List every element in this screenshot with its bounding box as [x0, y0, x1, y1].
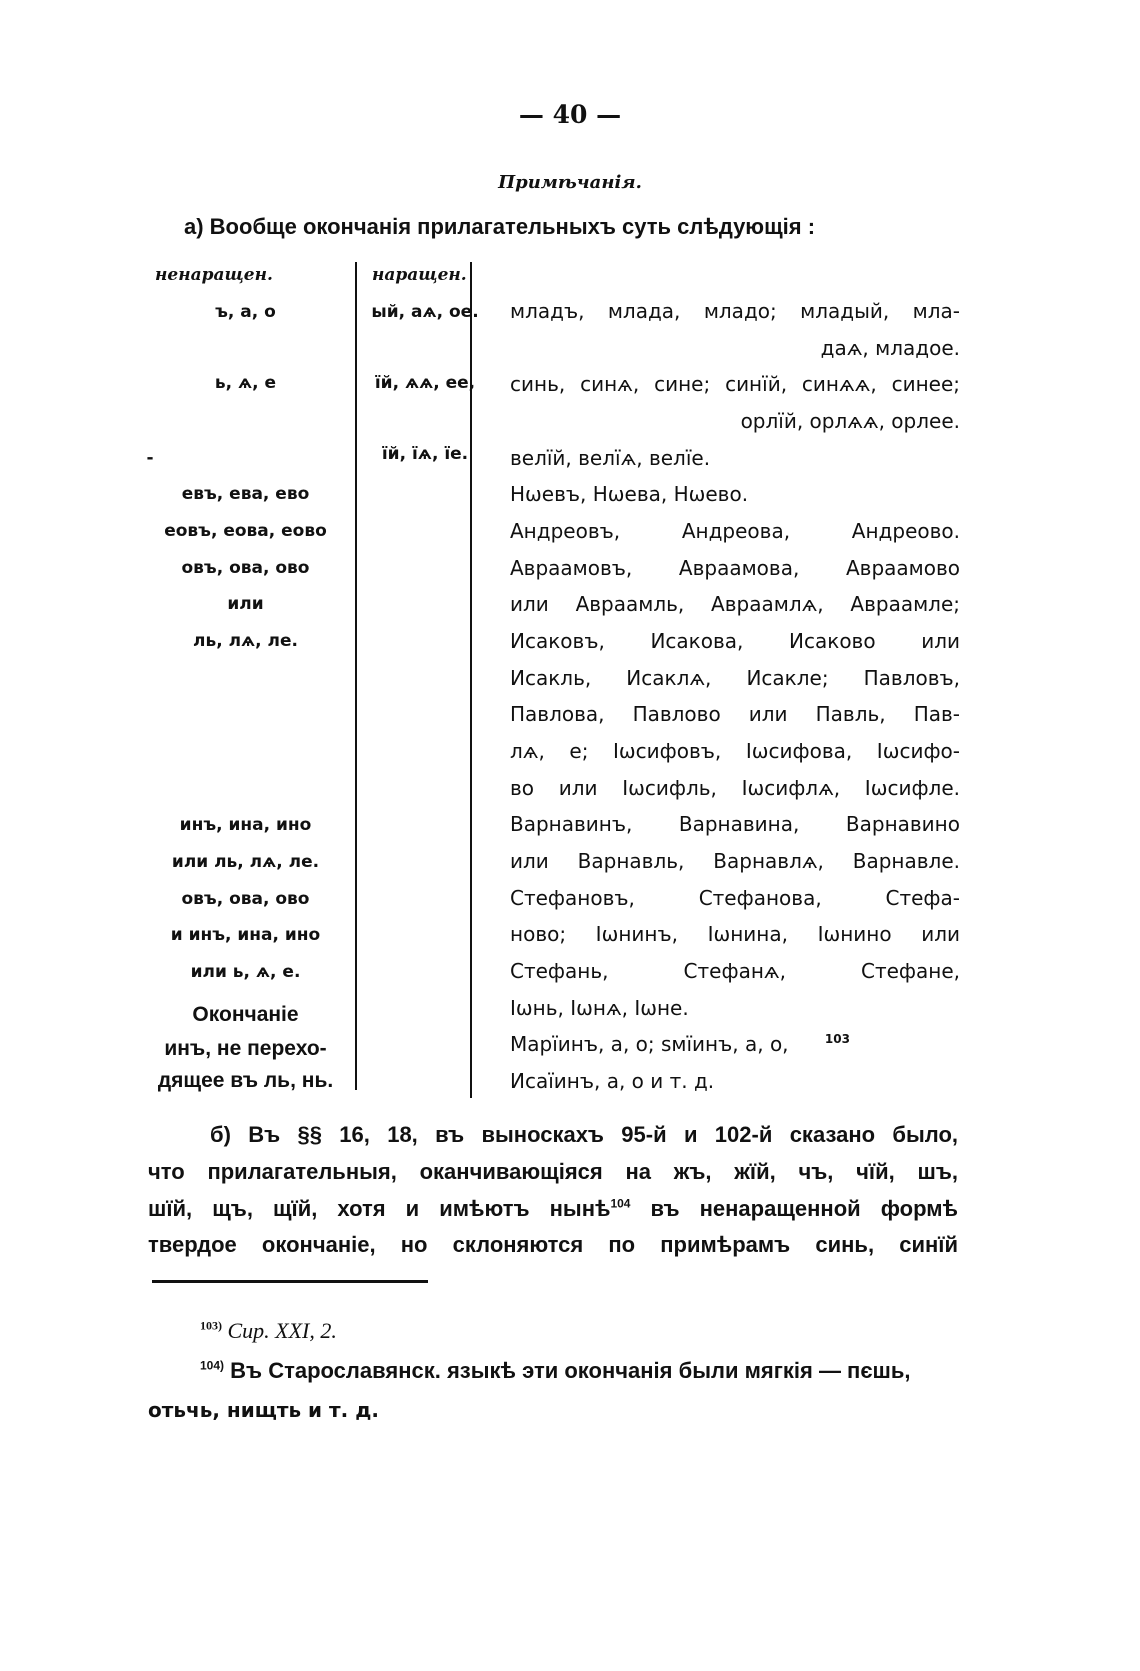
- col1-item: евъ, ева, ево: [181, 484, 310, 504]
- footnote-ref-103[interactable]: 103: [824, 1032, 850, 1047]
- col1-item: еовъ, еова, еово: [164, 521, 327, 541]
- col3-line: даѧ, младое.: [820, 336, 960, 360]
- col3-line: Іѡнь, Іѡнѧ, Іѡне.: [510, 996, 689, 1020]
- col1-item: инъ, не перехо-: [164, 1037, 327, 1060]
- para-b-line: твердое окончаніе, но склоняются по примѣрамъ синь, синїй: [148, 1232, 958, 1257]
- col3-line: [510, 1032, 960, 1056]
- footnote-103-mark: 103): [200, 1318, 222, 1333]
- col2-item: їй, їѧ, їе.: [381, 444, 469, 464]
- para-b-text: въ ненаращенной формѣ: [650, 1196, 958, 1221]
- col3-line: орлїй, орлѧѧ, орлее.: [740, 409, 960, 433]
- col3-line: Андреовъ, Андреова, Андреово.: [510, 519, 960, 543]
- col3-line: или Авраамль, Авраамлѧ, Авраамле;: [510, 592, 960, 616]
- col1-item: овъ, ова, ово: [181, 558, 310, 578]
- col3-line: Варнавинъ, Варнавина, Варнавино: [510, 812, 960, 836]
- footnote-104-continuation: отьчь, нищть и т. д.: [148, 1398, 379, 1422]
- para-b-line: б) Въ §§ 16, 18, въ выноскахъ 95-й и 102-й сказано было,: [210, 1122, 958, 1147]
- col1-item: инъ, ина, ино: [179, 815, 312, 835]
- footnote-104-text: Въ Старославянск. языкѣ эти окончанія были мягкія — пєшь,: [230, 1358, 911, 1383]
- col1-item: ъ, а, о: [215, 302, 276, 322]
- col1-item: или ль, лѧ, ле.: [171, 852, 320, 872]
- col3-line: Исакль, Исаклѧ, Исакле; Павловъ,: [510, 666, 960, 690]
- col3-line: Нѡевъ, Нѡева, Нѡево.: [510, 482, 749, 506]
- col1-item: или: [227, 594, 264, 614]
- col3-line: или Варнавль, Варнавлѧ, Варнавле.: [510, 849, 960, 873]
- page-number: — 40 —: [518, 100, 622, 129]
- col1-item: -: [146, 448, 154, 468]
- col3-line: Стефань, Стефанѧ, Стефане,: [510, 959, 960, 983]
- col1-item: ь, ѧ, е: [214, 373, 277, 393]
- col1-item: дящее въ ль, нь.: [157, 1069, 334, 1092]
- para-b-line: что прилагательныя, оканчивающіяся на жъ, жїй, чъ, чїй, шъ,: [148, 1159, 958, 1184]
- col3-line: младъ, млада, младо; младый, мла-: [510, 299, 960, 323]
- col1-header: ненаращен.: [155, 265, 273, 285]
- col3-line: Исаїинъ, а, о и т. д.: [510, 1069, 715, 1093]
- col3-line: Стефановъ, Стефанова, Стефа-: [510, 886, 960, 910]
- col3-line: синь, синѧ, сине; синїй, синѧѧ, синее;: [510, 372, 960, 396]
- col1-item: или ь, ѧ, е.: [190, 962, 301, 982]
- col1-item: Окончаніе: [192, 1003, 299, 1026]
- col2-item: ый, аѧ, ое.: [371, 302, 479, 322]
- col1-item: ль, лѧ, ле.: [193, 631, 298, 651]
- para-b-line: [148, 1196, 958, 1222]
- section-heading: Примѣчанія.: [498, 172, 642, 193]
- footnote-103: [200, 1318, 337, 1344]
- col1-item: и инъ, ина, ино: [170, 925, 321, 945]
- col3-line: Авраамовъ, Авраамова, Авраамово: [510, 556, 960, 580]
- col2-header: наращен.: [372, 265, 467, 285]
- col3-line: ново; Іѡнинъ, Іѡнина, Іѡнино или: [510, 922, 960, 946]
- col2-item: їй, ѧѧ, ее,: [374, 373, 476, 393]
- footnote-104: [200, 1358, 910, 1384]
- footnote-104-mark: 104): [200, 1358, 225, 1373]
- col3-line: велїй, велїѧ, велїе.: [510, 446, 711, 470]
- para-b-text: шїй, щъ, щїй, хотя и имѣютъ нынѣ: [148, 1196, 611, 1221]
- col3-line-text: Марїинъ, а, о; ѕмїинъ, а, о,: [510, 1032, 789, 1056]
- table-divider-1: [355, 262, 357, 1090]
- footnote-ref-104[interactable]: 104: [610, 1196, 631, 1211]
- col3-line: лѧ, е; Іѡсифовъ, Іѡсифова, Іѡсифо-: [510, 739, 960, 763]
- col3-line: во или Іѡсифль, Іѡсифлѧ, Іѡсифле.: [510, 776, 960, 800]
- col3-line: Исаковъ, Исакова, Исаково или: [510, 629, 960, 653]
- intro-line: а) Вообще окончанія прилагательныхъ суть слѣдующія :: [184, 214, 816, 239]
- col3-line: Павлова, Павлово или Павль, Пав-: [510, 702, 960, 726]
- footnote-103-text: Сир. XXI, 2.: [227, 1318, 337, 1343]
- col1-item: овъ, ова, ово: [181, 889, 310, 909]
- footnote-divider: [152, 1280, 428, 1283]
